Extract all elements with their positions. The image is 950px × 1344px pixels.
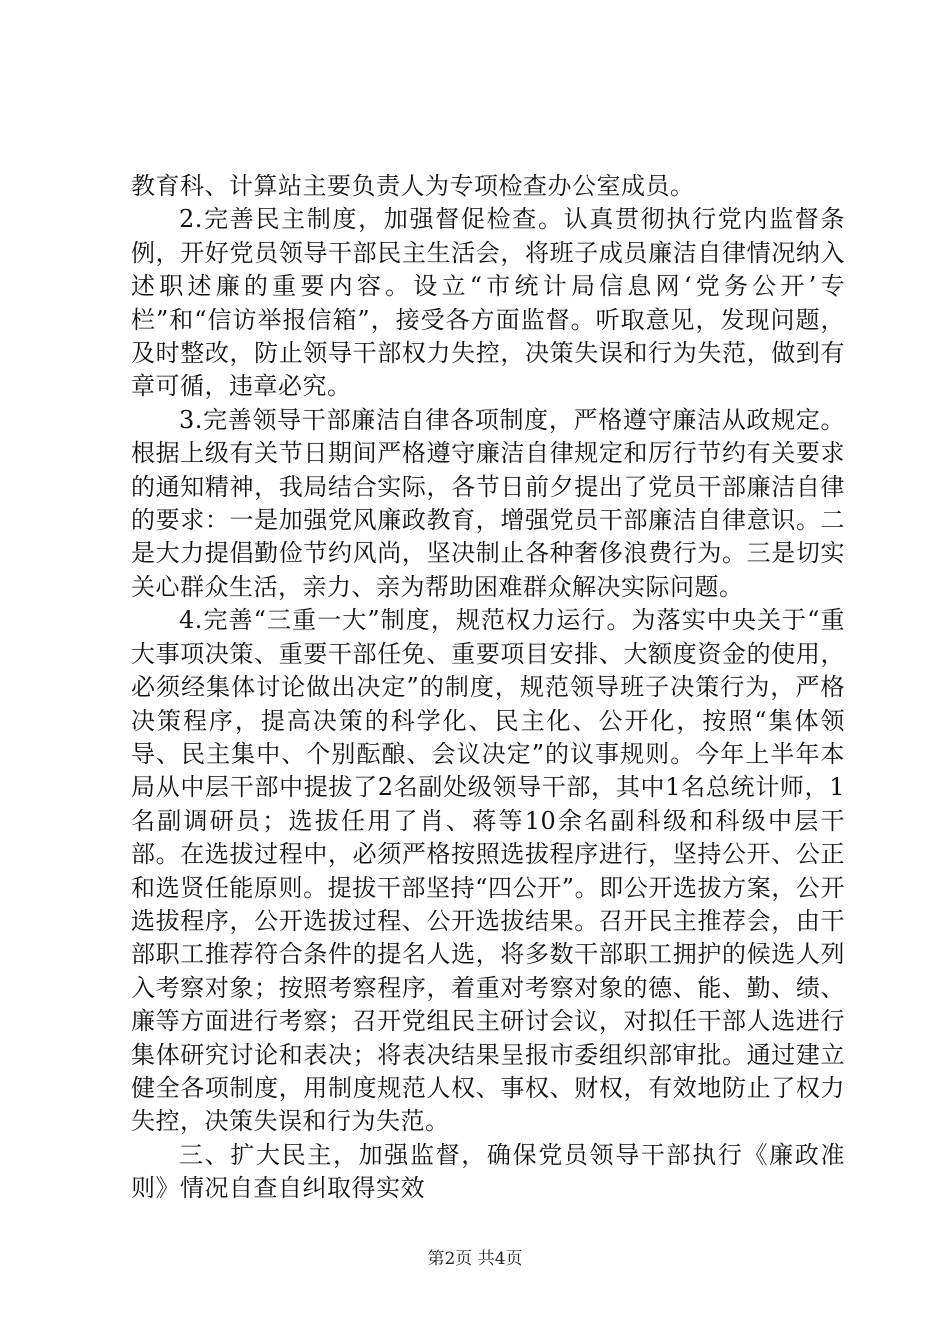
section-heading-3: 三、扩大民主，加强监督，确保党员领导干部执行《廉政准则》情况自查自纠取得实效 [131,1140,845,1203]
paragraph-item-4: 4.完善“三重一大”制度，规范权力运行。为落实中央关于“重大事项决策、重要干部任免、重要项目安排、大额度资金的使用，必须经集体讨论做出决定”的制度，规范领导班子决策行为，严格决策程序，提高决策的科学化、民主化、公开化，按照“集体领导、民主集中、个别酝酿、会议决定”的议事规则。今年上半年本局从中层干部中提拔了2名副处级领导干部，其中1名总统计师，1名副调研员；选拔任用了肖、蒋等10余名副科级和科级中层干部。在选拔过程中，必须严格按照选拔程序进行，坚持公开、公正和选贤任能原则。提拔干部坚持“四公开”。即公开选拔方案，公开选拔程序，公开选拔过程、公开选拔结果。召开民主推荐会，由干部职工推荐符合条件的提名人选，将多数干部职工拥护的候选人列入考察对象；按照考察程序，着重对考察对象的德、能、勤、绩、廉等方面进行考察；召开党组民主研讨会议，对拟任干部人选进行集体研究讨论和表决；将表决结果呈报市委组织部审批。通过建立健全各项制度，用制度规范人权、事权、财权，有效地防止了权力失控，决策失误和行为失范。 [131,606,845,1136]
document-body [131,170,845,1206]
paragraph-continuation: 教育科、计算站主要负责人为专项检查办公室成员。 [131,172,695,200]
paragraph-item-3: 3.完善领导干部廉洁自律各项制度，严格遵守廉洁从政规定。根据上级有关节日期间严格遵守廉洁自律规定和厉行节约有关要求的通知精神，我局结合实际，各节日前夕提出了党员干部廉洁自律的要求：一是加强党风廉政教育，增强党员干部廉洁自律意识。二是大力提倡勤俭节约风尚，坚决制止各种奢侈浪费行为。三是切实关心群众生活，亲力、亲为帮助困难群众解决实际问题。 [131,405,845,601]
paragraph-item-2: 2.完善民主制度，加强督促检查。认真贯彻执行党内监督条例，开好党员领导干部民主生活会，将班子成员廉洁自律情况纳入述职述廉的重要内容。设立“市统计局信息网‘党务公开’专栏”和“信访举报信箱”，接受各方面监督。听取意见，发现问题，及时整改，防止领导干部权力失控，决策失误和行为失范，做到有章可循，违章必究。 [131,205,845,401]
page-number-footer: 第2页 共4页 [427,1249,523,1269]
